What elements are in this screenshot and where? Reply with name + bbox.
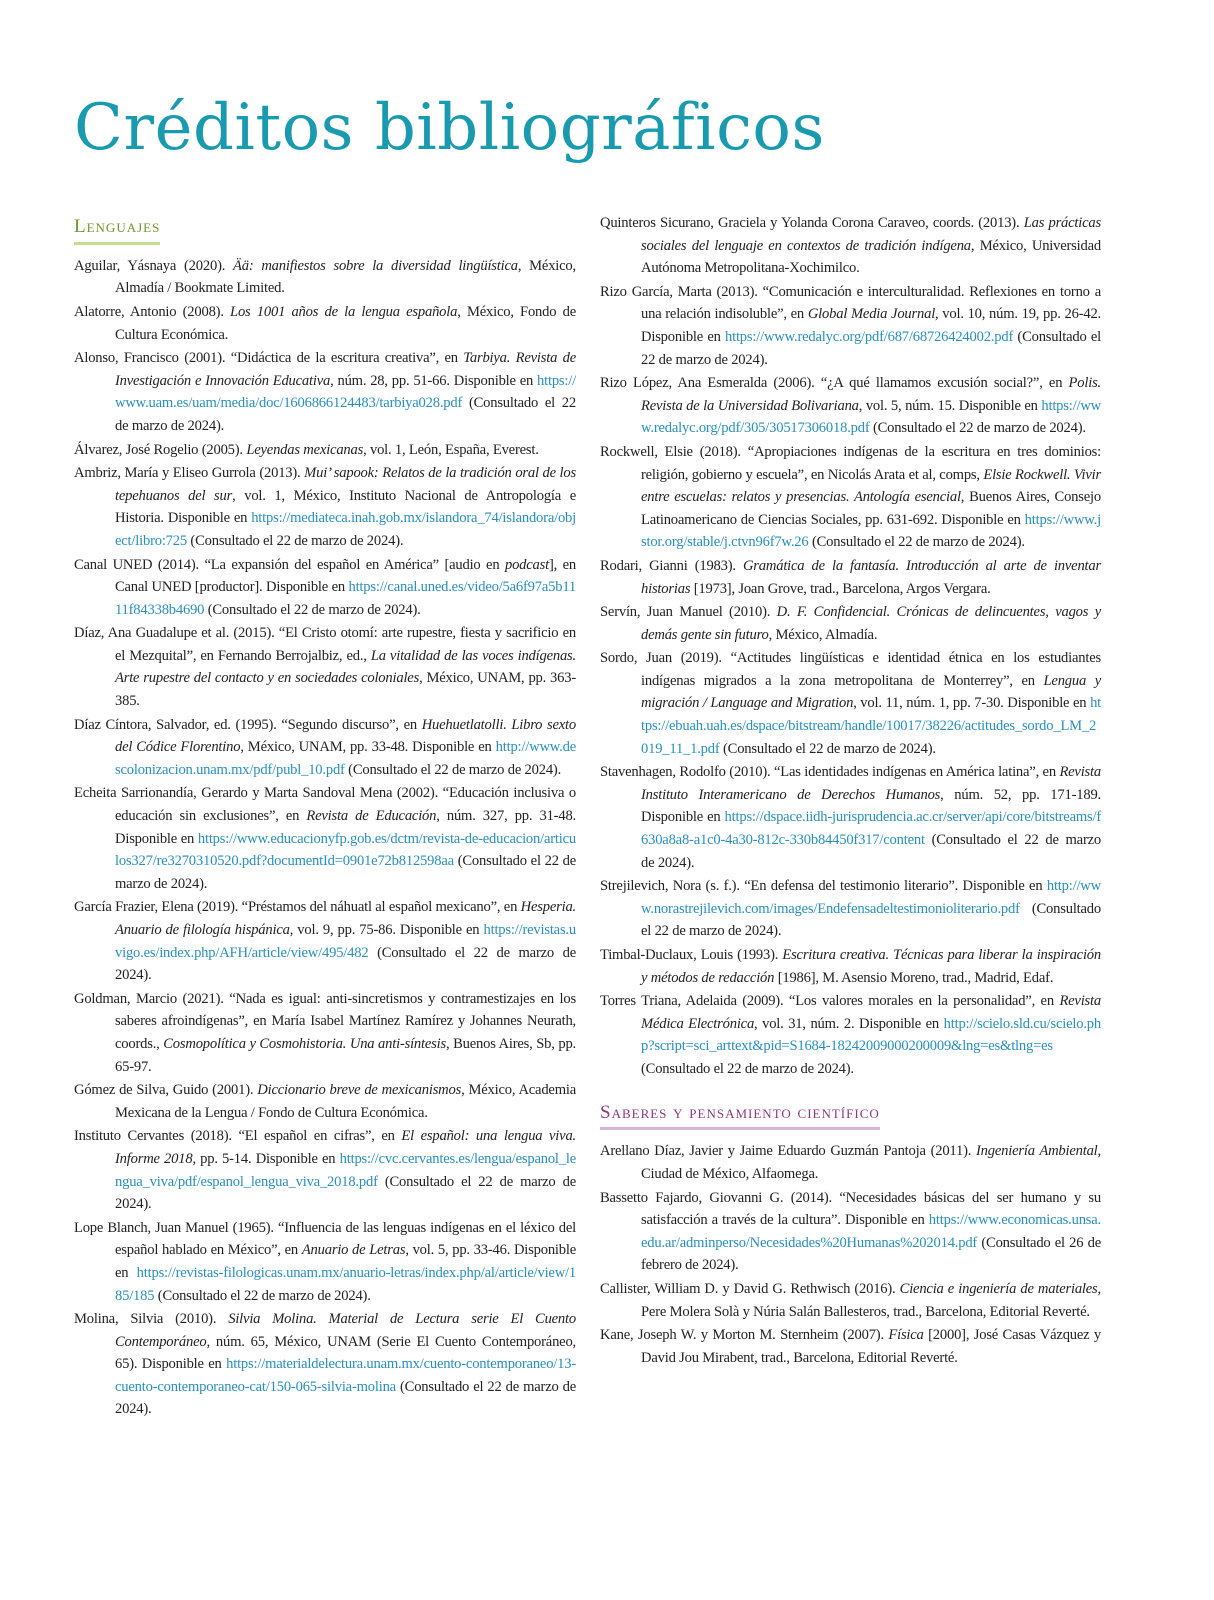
bibliography-entry (600, 990, 1101, 1080)
entry-url-link[interactable]: https://revistas.uvigo.es/index.php/AFH/article/view/495/482 (115, 922, 576, 961)
entry-text: , México, UNAM, pp. 363-385. (115, 670, 577, 710)
bibliography-entry (600, 281, 1101, 371)
entry-url-link[interactable]: https://www.economicas.unsa.edu.ar/adminperso/Necesidades%20Humanas%202014.pdf (641, 1212, 1101, 1251)
entry-text: , México, Almadía. (768, 626, 878, 643)
bibliography-entry (74, 554, 576, 622)
entry-text: (Consultado el 22 de marzo de 2024). (641, 832, 1101, 871)
entry-title: Leyendas mexicanas (246, 441, 364, 458)
lenguajes-reference-list-continued (600, 212, 1101, 1081)
right-column (600, 212, 1101, 1370)
bibliography-entry (600, 212, 1101, 280)
bibliography-entry (74, 301, 576, 346)
entry-text: , vol. 5, núm. 15. Disponible en (858, 397, 1042, 414)
entry-url-link[interactable]: https://www.jstor.org/stable/j.ctvn96f7w.26 (641, 511, 1101, 551)
entry-text: (Consultado el 22 de marzo de 2024). (344, 761, 562, 778)
entry-url-link[interactable]: http://www.norastrejilevich.com/images/Endefensadeltestimonioliterario.pdf (641, 878, 1101, 917)
entry-text: (Consultado el 22 de marzo de 2024). (115, 853, 576, 892)
entry-text: (Consultado el 22 de marzo de 2024). (204, 601, 421, 618)
bibliography-entry (74, 462, 576, 552)
entry-text: Arellano Díaz, Javier y Jaime Eduardo Guzmán Pantoja (2011). (600, 1143, 977, 1160)
entry-text: [2000], José Casas Vázquez y David Jou Mirabent, trad., Barcelona, Editorial Reverté. (641, 1327, 1102, 1366)
entry-url-link[interactable]: https://www.educacionyfp.gob.es/dctm/revista-de-educacion/articulos327/re3270310520.pdf?documentId=0901e72b812598aa (115, 830, 576, 870)
bibliography-entry (600, 372, 1101, 440)
entry-title: D. F. Confidencial. Crónicas de delincuentes, vagos y demás gente sin futuro (641, 604, 1101, 643)
bibliography-entry (74, 1125, 576, 1215)
entry-title: Silvia Molina. Material de Lectura serie El Cuento Contemporáneo (115, 1311, 576, 1350)
bibliography-entry (74, 255, 576, 300)
entry-text: , México, Academia Mexicana de la Lengua / Fondo de Cultura Económica. (115, 1082, 576, 1121)
entry-text: Rizo López, Ana Esmeralda (2006). “¿A qué llamamos excusión social?”, en (600, 375, 1069, 392)
entry-title: Ingeniería Ambiental (976, 1143, 1098, 1160)
entry-title: Elsie Rockwell. Vivir entre escuelas: relatos y presencias. Antología esencial (641, 466, 1101, 506)
entry-url-link[interactable]: https://www.redalyc.org/pdf/687/68726424002.pdf (725, 328, 1014, 345)
entry-text: , México, Fondo de Cultura Económica. (115, 303, 576, 343)
entry-text: Strejilevich, Nora (s. f.). “En defensa del testimonio literario”. Disponible en (600, 878, 1047, 895)
bibliography-entry (74, 1079, 576, 1124)
entry-title: El español: una lengua viva. Informe 2018 (115, 1128, 576, 1167)
bibliography-entry (600, 647, 1101, 760)
entry-text: , vol. 1, León, España, Everest. (363, 441, 539, 458)
entry-text: , núm. 52, pp. 171-189. Disponible en (641, 786, 1101, 826)
entry-title: Revista Instituto Interamericano de Derechos Humanos (641, 764, 1101, 803)
entry-url-link[interactable]: https://materialdelectura.unam.mx/cuento-contemporaneo/13-cuento-contemporaneo-cat/150-065-silvia-molina (115, 1356, 576, 1395)
entry-text: , pp. 5-14. Disponible en (192, 1150, 340, 1167)
entry-text: Rizo García, Marta (2013). “Comunicación e interculturalidad. Reflexiones en torno a una relación indisoluble”, en (600, 283, 1101, 323)
bibliography-entry (600, 1324, 1101, 1369)
entry-text: , vol. 11, núm. 1, pp. 7-30. Disponible en (853, 695, 1091, 712)
entry-text: , vol. 5, pp. 33-46. Disponible en (115, 1242, 577, 1281)
entry-text: , Buenos Aires, Sb, pp. 65-97. (115, 1035, 576, 1075)
entry-text: Bassetto Fajardo, Giovanni G. (2014). “Necesidades básicas del ser humano y su satisfacción a través de la cultura”. Disponible en (600, 1189, 1101, 1229)
entry-title: Revista Médica Electrónica (641, 993, 1101, 1032)
entry-text: (Consultado el 22 de marzo de 2024). (869, 420, 1086, 437)
entry-text: ], en Canal UNED [productor]. Disponible en (115, 556, 576, 596)
entry-url-link[interactable]: https://dspace.iidh-jurisprudencia.ac.cr/server/api/core/bitstreams/f630a8a8-a1c0-4a30-812c-330b84450f317/content (641, 809, 1101, 849)
entry-title: Los 1001 años de la lengua española (230, 303, 458, 320)
lenguajes-reference-list (74, 255, 576, 1421)
bibliography-entry (600, 761, 1101, 874)
bibliography-entry (74, 988, 576, 1078)
entry-text: Canal UNED (2014). “La expansión del español en América” [audio en (74, 556, 505, 573)
bibliography-entry (600, 441, 1101, 554)
entry-text: Timbal-Duclaux, Louis (1993). (600, 947, 783, 963)
entry-text: (Consultado el 22 de marzo de 2024). (641, 328, 1101, 368)
entry-text: , núm. 28, pp. 51-66. Disponible en (330, 372, 538, 389)
entry-title: Huehuetlatolli. Libro sexto del Códice Florentino (115, 716, 577, 756)
entry-title: Gramática de la fantasía. Introducción al arte de inventar historias (641, 557, 1101, 597)
entry-title: Escritura creativa. Técnicas para liberar la inspiración y métodos de redacción (641, 947, 1101, 986)
entry-title: Ää: manifiestos sobre la diversidad lingüística (233, 257, 518, 274)
entry-text: (Consultado el 22 de marzo de 2024). (186, 532, 404, 549)
entry-text: , México, Universidad Autónoma Metropolitana-Xochimilco. (641, 237, 1101, 277)
entry-title: Lengua y migración / Language and Migration (641, 672, 1101, 712)
entry-title: Polis. Revista de la Universidad Bolivariana (641, 375, 1101, 414)
entry-title: podcast (504, 556, 549, 573)
entry-text: (Consultado el 22 de marzo de 2024). (808, 534, 1025, 551)
entry-title: Cosmopolítica y Cosmohistoria. Una anti-síntesis (163, 1035, 446, 1052)
entry-url-link[interactable]: https://ebuah.uah.es/dspace/bitstream/handle/10017/38226/actitudes_sordo_LM_2019_11_1.pdf (641, 695, 1102, 757)
entry-text: , México, UNAM, pp. 33-48. Disponible en (240, 739, 496, 756)
bibliography-entry (74, 439, 576, 462)
entry-text: (Consultado el 22 de marzo de 2024). (641, 900, 1101, 940)
entry-title: Física (888, 1327, 924, 1344)
entry-text: Ambriz, María y Eliseo Gurrola (2013). (74, 465, 305, 482)
bibliography-entry (600, 601, 1101, 646)
entry-url-link[interactable]: https://www.uam.es/uam/media/doc/1606866124483/tarbiya028.pdf (115, 372, 576, 412)
entry-title: Revista de Educación (306, 808, 437, 825)
entry-text: Sordo, Juan (2019). “Actitudes lingüísticas e identidad étnica en los estudiantes indígenas migrados a la zona metropolitana de Monterrey”, en (600, 650, 1101, 689)
entry-title: Mui’ sapook: Relatos de la tradición oral de los tepehuanos del sur (115, 465, 576, 504)
entry-text: [1986], M. Asensio Moreno, trad., Madrid, Edaf. (774, 969, 1054, 986)
entry-url-link[interactable]: http://www.descolonizacion.unam.mx/pdf/publ_10.pdf (115, 739, 576, 778)
entry-text: Servín, Juan Manuel (2010). (600, 604, 777, 621)
entry-text: Echeita Sarrionandía, Gerardo y Marta Sandoval Mena (2002). “Educación inclusiva o educación sin exclusiones”, en (74, 785, 576, 825)
entry-text: Alatorre, Antonio (2008). (74, 303, 231, 320)
left-column (74, 212, 576, 1422)
bibliography-entry (74, 782, 576, 895)
entry-url-link[interactable]: https://mediateca.inah.gob.mx/islandora_74/islandora/object/libro:725 (115, 510, 576, 549)
entry-title: Tarbiya. Revista de Investigación e Innovación Educativa (115, 350, 576, 389)
entry-title: Ciencia e ingeniería de materiales (899, 1280, 1098, 1297)
entry-text: Gómez de Silva, Guido (2001). (74, 1082, 258, 1099)
bibliography-entry (600, 1140, 1101, 1185)
entry-text: , vol. 31, núm. 2. Disponible en (754, 1015, 944, 1032)
entry-text: Álvarez, José Rogelio (2005). (74, 441, 247, 458)
entry-title: La vitalidad de las voces indígenas. Arte rupestre del contacto y en sociedades coloniales (115, 647, 576, 687)
entry-text: , México, Almadía / Bookmate Limited. (115, 257, 576, 297)
bibliography-entry (600, 944, 1101, 989)
entry-text: , vol. 10, núm. 19, pp. 26-42. Disponible en (641, 306, 1101, 345)
saberes-reference-list (600, 1140, 1101, 1369)
bibliography-entry (600, 1187, 1101, 1277)
entry-text: (Consultado el 26 de febrero de 2024). (641, 1234, 1101, 1274)
entry-text: , núm. 65, México, UNAM (Serie El Cuento Contemporáneo, 65). Disponible en (115, 1333, 576, 1373)
bibliography-entry (74, 714, 576, 782)
entry-text: Callister, William D. y David G. Rethwisch (2016). (600, 1280, 900, 1297)
bibliography-entry (74, 1217, 576, 1307)
bibliography-entry (600, 555, 1101, 600)
entry-text: (Consultado el 22 de marzo de 2024). (641, 1060, 854, 1077)
bibliography-entry (74, 622, 576, 712)
entry-text: Rodari, Gianni (1983). (600, 557, 743, 574)
bibliography-entry (600, 1278, 1101, 1323)
section-heading-lenguajes: Lenguajes (74, 216, 160, 245)
entry-title: Hesperia. Anuario de filología hispánica (115, 899, 576, 939)
entry-title: Diccionario breve de mexicanismos (257, 1082, 462, 1099)
entry-title: Anuario de Letras (301, 1242, 406, 1259)
entry-url-link[interactable]: http://scielo.sld.cu/scielo.php?script=sci_arttext&pid=S1684-18242009000200009&lng=es&tlng=es (641, 1015, 1101, 1055)
entry-text: Stavenhagen, Rodolfo (2010). “Las identidades indígenas en América latina”, en (600, 764, 1060, 781)
entry-text: (Consultado el 22 de marzo de 2024). (154, 1287, 371, 1304)
entry-text: (Consultado el 22 de marzo de 2024). (115, 1378, 576, 1418)
entry-text: García Frazier, Elena (2019). “Préstamos del náhuatl al español mexicano”, en (74, 899, 521, 916)
entry-url-link[interactable]: https://cvc.cervantes.es/lengua/espanol_lengua_viva/pdf/espanol_lengua_viva_2018.pdf (115, 1150, 577, 1190)
bibliography-entry (74, 896, 576, 986)
section-heading-saberes: Saberes y pensamiento científico (600, 1102, 880, 1131)
entry-text: Lope Blanch, Juan Manuel (1965). “Influencia de las lenguas indígenas en el léxico del español hablado en México”, en (74, 1219, 576, 1259)
entry-text: Instituto Cervantes (2018). “El español en cifras”, en (74, 1128, 402, 1145)
entry-text: Díaz Cíntora, Salvador, ed. (1995). “Segundo discurso”, en (74, 716, 422, 733)
entry-text: , Ciudad de México, Alfaomega. (641, 1143, 1101, 1182)
entry-text: , núm. 327, pp. 31-48. Disponible en (115, 808, 576, 847)
entry-url-link[interactable]: https://canal.uned.es/video/5a6f97a5b1111f84338b4690 (115, 579, 576, 618)
entry-text: (Consultado el 22 de marzo de 2024). (115, 395, 576, 434)
entry-url-link[interactable]: https://www.redalyc.org/pdf/305/30517306018.pdf (641, 397, 1101, 437)
entry-text: , Pere Molera Solà y Núria Salán Ballesteros, trad., Barcelona, Editorial Reverté. (641, 1280, 1101, 1320)
entry-text: (Consultado el 22 de marzo de 2024). (115, 1173, 576, 1213)
bibliography-entry (600, 875, 1101, 943)
bibliography-entry (74, 1308, 576, 1421)
entry-text: Molina, Silvia (2010). (74, 1311, 229, 1328)
page-title: Créditos bibliográficos (74, 91, 825, 165)
entry-text: Quinteros Sicurano, Graciela y Yolanda Corona Caraveo, coords. (2013). (600, 215, 1024, 231)
entry-text: , vol. 1, México, Instituto Nacional de Antropología e Historia. Disponible en (115, 487, 576, 527)
entry-title: Global Media Journal (807, 306, 936, 323)
entry-title: Las prácticas sociales del lenguaje en contextos de tradición indígena (641, 215, 1101, 254)
bibliography-entry (74, 347, 576, 437)
entry-text: , Buenos Aires, Consejo Latinoamericano de Ciencias Sociales, pp. 631-692. Disponible en (641, 489, 1101, 528)
entry-text: Rockwell, Elsie (2018). “Apropiaciones indígenas de la escritura en tres dominios: religión, gobierno y escuela”, en Nicolás Arata et al, comps, (600, 443, 1101, 483)
entry-text: , vol. 9, pp. 75-86. Disponible en (289, 922, 484, 939)
entry-text: Kane, Joseph W. y Morton M. Sternheim (2007). (600, 1327, 889, 1344)
entry-text: Aguilar, Yásnaya (2020). (74, 257, 234, 274)
entry-url-link[interactable]: https://revistas-filologicas.unam.mx/anuario-letras/index.php/al/article/view/185/185 (115, 1264, 576, 1304)
entry-text: (Consultado el 22 de marzo de 2024). (719, 740, 936, 757)
entry-text: (Consultado el 22 de marzo de 2024). (115, 944, 576, 984)
entry-text: Díaz, Ana Guadalupe et al. (2015). “El Cristo otomí: arte rupestre, fiesta y sacrificio en el Mezquital”, en Fernando Berrojalbiz, ed., (74, 625, 576, 664)
entry-text: Alonso, Francisco (2001). “Didáctica de la escritura creativa”, en (74, 350, 464, 367)
entry-text: [1973], Joan Grove, trad., Barcelona, Argos Vergara. (690, 580, 991, 597)
entry-text: Goldman, Marcio (2021). “Nada es igual: anti-sincretismos y contramestizajes en los saberes afroindígenas”, en María Isabel Martínez Ramírez y Johannes Neurath, coords., (74, 990, 576, 1052)
entry-text: Torres Triana, Adelaida (2009). “Los valores morales en la personalidad”, en (600, 993, 1060, 1010)
